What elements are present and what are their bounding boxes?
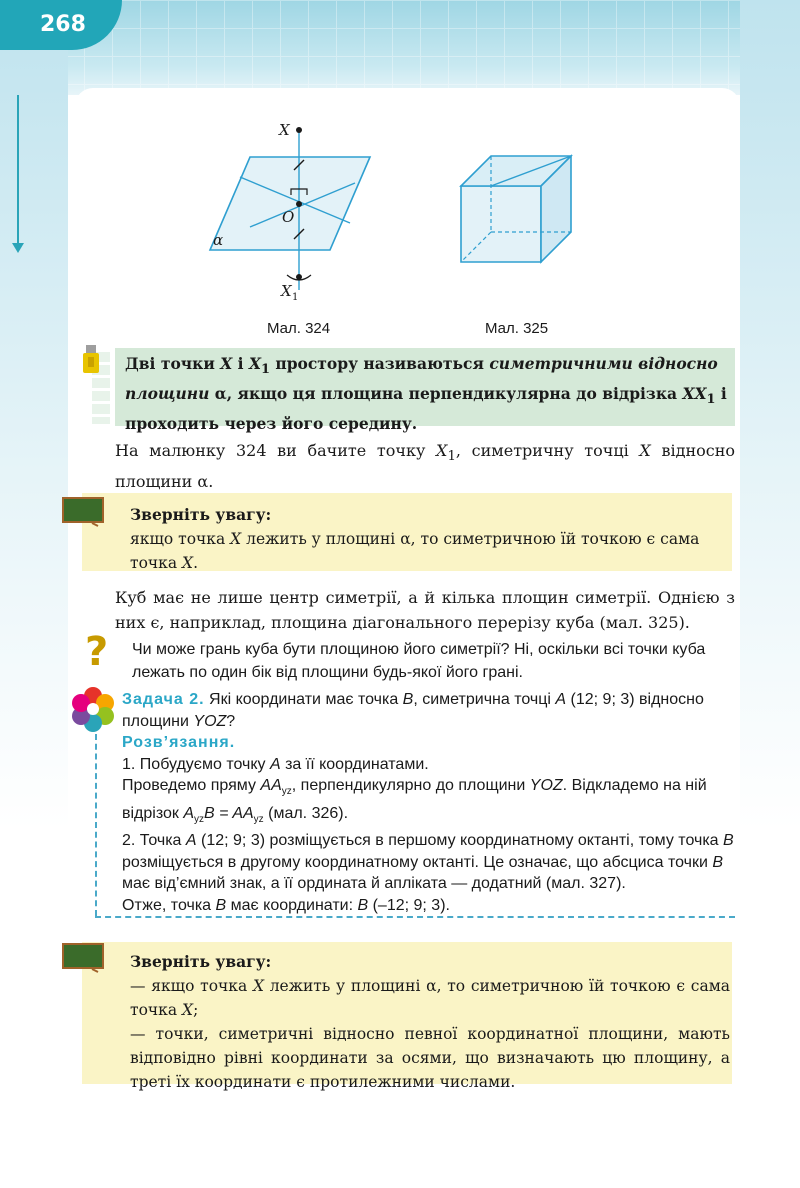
label-x: X xyxy=(279,121,290,139)
label-x1-sub: 1 xyxy=(292,292,299,303)
page-number: 268 xyxy=(0,0,122,50)
board-icon xyxy=(62,497,104,527)
task-2 xyxy=(122,689,734,916)
note-1-title: Зверніть увагу: xyxy=(130,505,272,524)
left-margin-background xyxy=(0,0,68,1185)
note-1-body: якщо точка X лежить у площині α, то симетричною їй точкою є сама точка X. xyxy=(130,530,700,572)
figure-325 xyxy=(455,150,595,270)
paragraph-2: Куб має не лише центр симетрії, а й кілька площин симетрії. Однією з них є, наприклад, площина діагонального перерізу куба (мал. 325). xyxy=(115,588,735,632)
note-2-line-1: — якщо точка X лежить у площині α, то симетричною їй точкою є сама точка X; xyxy=(130,977,731,1019)
solution-step-1b: Проведемо пряму $AA_{yz}$, перпендикулярно до площини YOZ. Відкладемо на ній відрізок $A_{yz}B = AA_{yz}$ (мал. 326). xyxy=(122,777,707,825)
paragraph-1: На малюнку 324 ви бачите точку $X_1$, симетричну точці X відносно площини α. xyxy=(115,441,736,492)
point-o xyxy=(296,201,302,207)
solution-step-1: 1. Побудуємо точку A за її координатами. xyxy=(122,755,429,773)
solution-conclusion: Отже, точка B має координати: B (–12; 9; 3). xyxy=(122,896,450,914)
label-o: O xyxy=(282,208,295,226)
flower-icon xyxy=(70,686,116,732)
note-1-text xyxy=(130,503,730,575)
caption-324: Мал. 324 xyxy=(267,320,331,337)
side-line xyxy=(17,95,19,245)
definition-text: Дві точки X і $X_1$ простору називаються симетричними відносно площини α, якщо ця площина перпендикулярна до відрізка $XX_1$ і проходить через його середину. xyxy=(125,354,727,434)
task-dashed-border-left xyxy=(95,734,97,916)
question-icon: ? xyxy=(85,629,109,675)
solution-step-2: 2. Точка A (12; 9; 3) розміщується в першому координатному октанті, тому точка B розміщується в другому координатному октанті. Це означає, що абсциса точки B має від’ємний знак, а її ордината й апліката — додатний (мал. 327). xyxy=(122,832,734,893)
usb-icon xyxy=(82,345,100,375)
question-text: Чи може грань куба бути площиною його симетрії? Ні, оскільки всі точки куба лежать по один бік від площини будь-якої його грані. xyxy=(132,641,706,681)
right-margin-background xyxy=(740,0,800,1185)
point-x xyxy=(296,127,302,133)
label-alpha: α xyxy=(213,231,224,249)
figure-324 xyxy=(195,115,385,305)
solution-heading: Розв’язання. xyxy=(122,734,236,751)
point-x1 xyxy=(296,274,302,280)
cube-front xyxy=(461,186,541,262)
task-statement: Задача 2. Які координати має точка B, симетрична точці A (12; 9; 3) відносно площини YOZ? xyxy=(122,691,704,730)
note-2-title: Зверніть увагу: xyxy=(130,952,272,971)
grid-decoration xyxy=(0,0,800,95)
board-icon-2 xyxy=(62,943,104,973)
note-2-line-2: — точки, симетричні відносно певної координатної площини, мають відповідно рівні координати за осями, що визначають цю площину, а треті їх координати є протилежними числами. xyxy=(130,1025,730,1091)
note-2-text xyxy=(130,950,730,1094)
down-arrow-icon xyxy=(12,243,24,253)
caption-325: Мал. 325 xyxy=(485,320,549,337)
label-x1: X xyxy=(281,282,292,300)
plane-alpha xyxy=(210,157,370,250)
